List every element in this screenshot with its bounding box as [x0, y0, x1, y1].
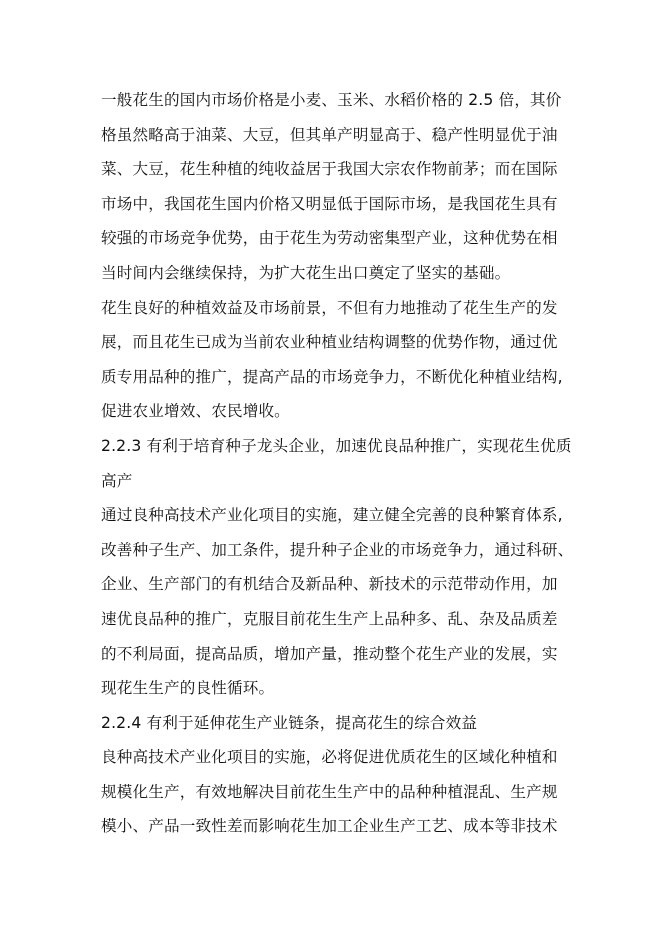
text-line: 格虽然略高于油菜、大豆，但其单产明显高于、稳产性明显优于油	[101, 125, 558, 144]
text-line: 通过良种高技术产业化项目的实施，建立健全完善的良种繁育体系,	[101, 506, 563, 525]
text-line: 当时间内会继续保持，为扩大花生出口奠定了坚实的基础。	[101, 263, 511, 282]
text-line: 改善种子生产、加工条件，提升种子企业的市场竞争力，通过科研、	[101, 540, 574, 559]
text-line: 促进农业增效、农民增收。	[101, 402, 290, 421]
text-line: 较强的市场竞争优势，由于花生为劳动密集型产业，这种优势在相	[101, 229, 558, 248]
text-line: 企业、生产部门的有机结合及新品种、新技术的示范带动作用，加	[101, 575, 558, 594]
text-line: 良种高技术产业化项目的实施，必将促进优质花生的区域化种植和	[101, 748, 558, 767]
text-line: 花生良好的种植效益及市场前景，不但有力地推动了花生生产的发	[101, 298, 558, 317]
text-line: 展，而且花生已成为当前农业种植业结构调整的优势作物，通过优	[101, 333, 558, 352]
text-line: 菜、大豆，花生种植的纯收益居于我国大宗农作物前茅；而在国际	[101, 160, 558, 179]
section-heading-line: 高产	[101, 471, 133, 490]
text-line: 一般花生的国内市场价格是小麦、玉米、水稻价格的 2.5 倍，其价	[101, 91, 562, 109]
text-line: 现花生生产的良性循环。	[101, 679, 275, 698]
document-body	[101, 83, 574, 844]
text-line: 质专用品种的推广，提高产品的市场竞争力，不断优化种植业结构,	[101, 367, 563, 386]
text-line: 的不利局面，提高品质，增加产量，推动整个花生产业的发展，实	[101, 644, 558, 663]
text-line: 市场中，我国花生国内价格又明显低于国际市场，是我国花生具有	[101, 194, 558, 213]
text-line: 规模化生产，有效地解决目前花生生产中的品种种植混乱、生产规	[101, 782, 558, 801]
section-heading-line: 2.2.3 有利于培育种子龙头企业，加速优良品种推广，实现花生优质	[101, 436, 572, 455]
text-line: 模小、产品一致性差而影响花生加工企业生产工艺、成本等非技术	[101, 817, 558, 836]
section-heading-line: 2.2.4 有利于延伸花生产业链条，提高花生的综合效益	[101, 713, 478, 732]
text-line: 速优良品种的推广，克服目前花生生产上品种多、乱、杂及品质差	[101, 609, 558, 628]
